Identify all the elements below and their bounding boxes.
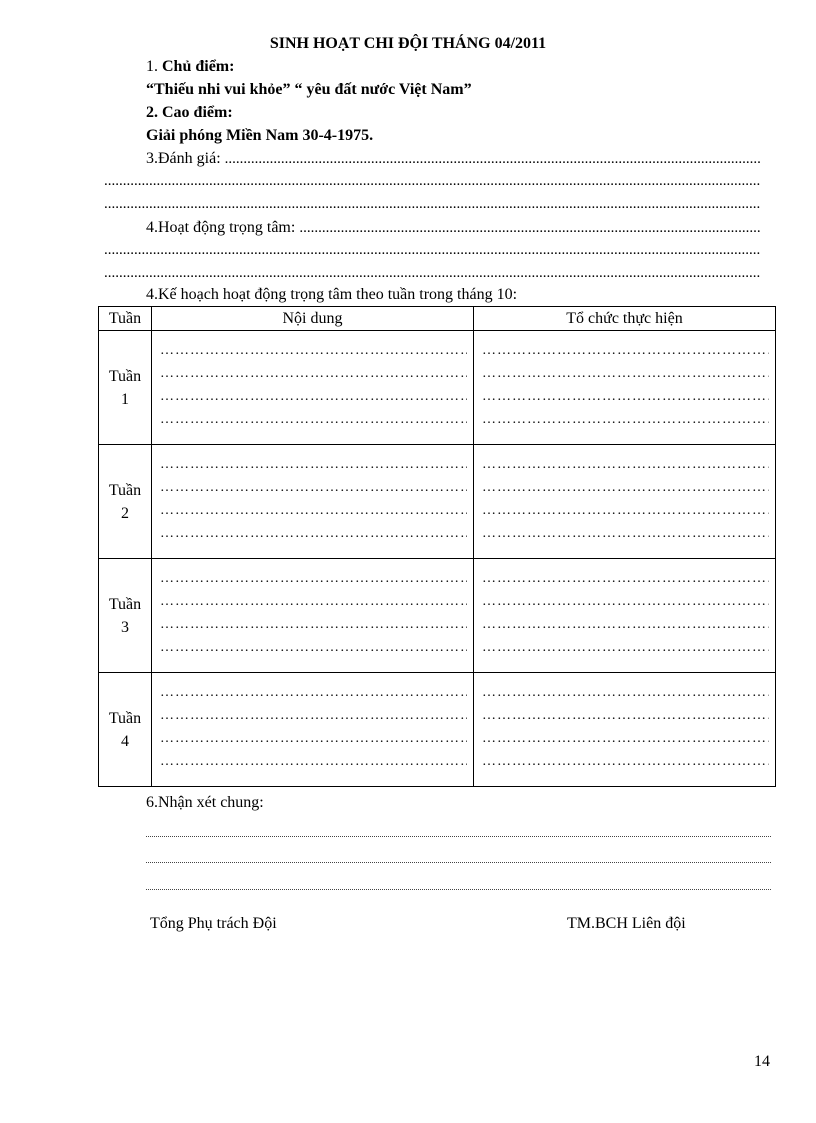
table-header-row	[99, 307, 776, 331]
highlight-label: 2. Cao điểm:	[146, 104, 233, 121]
week-number: 4	[121, 732, 129, 750]
table-row	[99, 445, 776, 559]
table-row	[99, 559, 776, 673]
content-cell	[152, 559, 474, 673]
page-title: SINH HOẠT CHI ĐỘI THÁNG 04/2011	[269, 35, 547, 52]
focus-activity-field	[146, 219, 760, 237]
highlight-text: Giải phóng Miền Nam 30-4-1975.	[146, 127, 374, 144]
week-label: Tuần	[108, 481, 142, 499]
theme-text: “Thiếu nhi vui khỏe” “ yêu đất nước Việt Nam”	[146, 81, 472, 98]
week-cell	[99, 673, 152, 787]
week-number: 3	[121, 618, 129, 636]
content-cell	[152, 331, 474, 445]
signature-left: Tổng Phụ trách Đội	[150, 915, 277, 932]
focus-activity-label: 4.Hoạt động trọng tâm:	[146, 219, 296, 236]
page-number: 14	[754, 1053, 770, 1070]
week-label: Tuần	[108, 595, 142, 613]
organization-cell	[474, 673, 776, 787]
evaluation-line-2	[104, 196, 760, 213]
focus-activity-line-1	[104, 242, 760, 259]
plan-heading: 4.Kế hoạch hoạt động trọng tâm theo tuần trong tháng 10:	[146, 286, 518, 303]
week-number: 2	[121, 504, 129, 522]
general-comment-label: 6.Nhận xét chung:	[146, 794, 264, 811]
evaluation-label: 3.Đánh giá:	[146, 150, 221, 167]
content-cell	[152, 445, 474, 559]
evaluation-line-1	[104, 173, 760, 190]
table-row	[99, 331, 776, 445]
week-number: 1	[121, 390, 129, 408]
signature-right: TM.BCH Liên đội	[567, 915, 686, 932]
comment-line-2	[146, 862, 771, 863]
content-cell	[152, 673, 474, 787]
theme-number: 1.	[146, 58, 162, 75]
column-header-organization: Tổ chức thực hiện	[474, 307, 776, 331]
focus-activity-dots	[299, 220, 760, 237]
organization-cell	[474, 331, 776, 445]
organization-cell	[474, 445, 776, 559]
organization-cell	[474, 559, 776, 673]
comment-line-3	[146, 889, 771, 890]
column-header-week: Tuần	[99, 307, 152, 331]
column-header-content: Nội dung	[152, 307, 474, 331]
weekly-plan-table	[98, 306, 776, 787]
table-row	[99, 673, 776, 787]
evaluation-field	[146, 150, 760, 168]
evaluation-dots	[225, 151, 760, 168]
week-cell	[99, 445, 152, 559]
week-cell	[99, 331, 152, 445]
focus-activity-line-2	[104, 265, 760, 282]
comment-line-1	[146, 836, 771, 837]
theme-label: Chủ điểm:	[162, 58, 235, 75]
theme-heading	[146, 58, 234, 76]
week-label: Tuần	[108, 367, 142, 385]
week-label: Tuần	[108, 709, 142, 727]
week-cell	[99, 559, 152, 673]
